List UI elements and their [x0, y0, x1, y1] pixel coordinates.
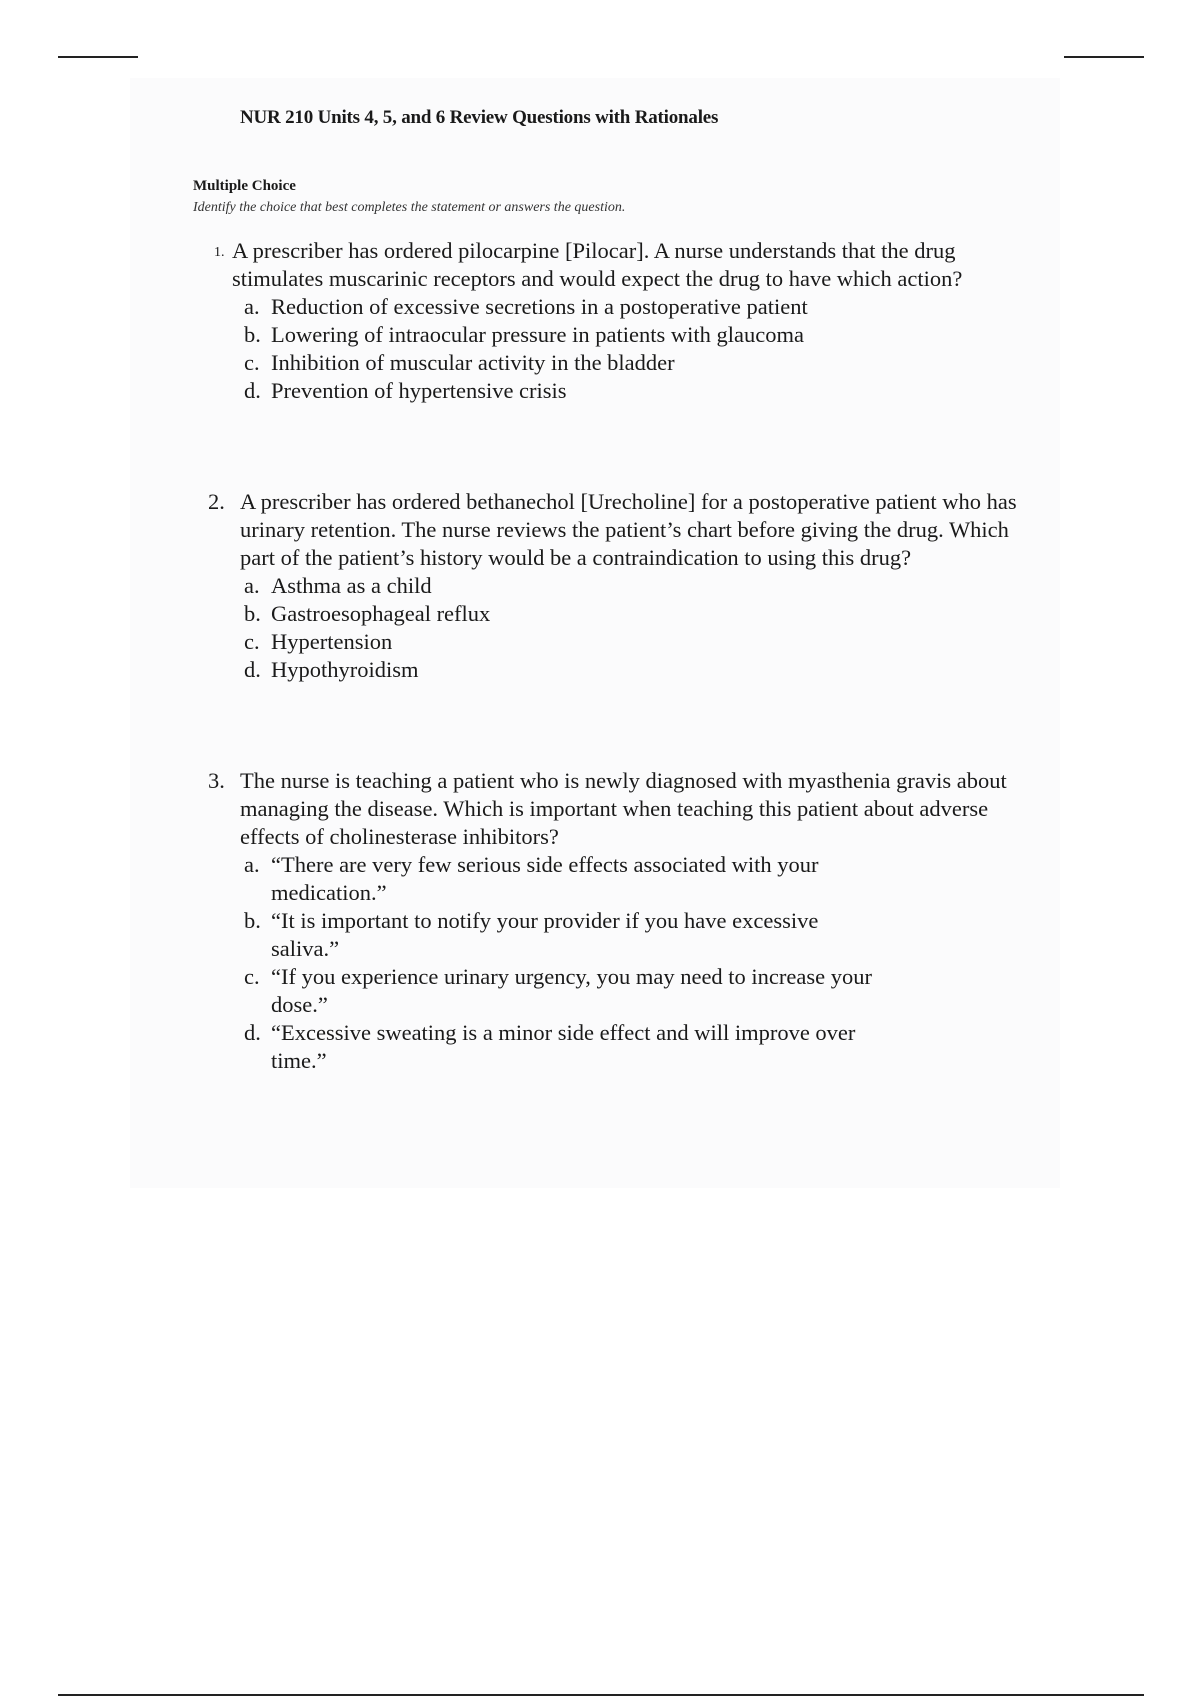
question-3: [200, 767, 1020, 1075]
option-c[interactable]: [200, 963, 1020, 1019]
option-b[interactable]: [200, 907, 1020, 963]
options-list: [200, 293, 1020, 405]
question-text: The nurse is teaching a patient who is newly diagnosed with myasthenia gravis about managing the disease. Which is important when teaching this patient about adverse effects of cholinesterase inhibitors?: [240, 768, 1007, 849]
question-number: 1.: [214, 245, 225, 260]
option-a[interactable]: [200, 572, 1020, 600]
question-text: A prescriber has ordered pilocarpine [Pilocar]. A nurse understands that the drug stimulates muscarinic receptors and would expect the drug to have which action?: [232, 238, 963, 291]
option-letter: b.: [244, 908, 261, 933]
option-b[interactable]: [200, 321, 1020, 349]
option-text: Asthma as a child: [271, 573, 432, 598]
question-stem: [200, 488, 1020, 572]
option-text: Inhibition of muscular activity in the bladder: [271, 350, 675, 375]
option-a[interactable]: [200, 293, 1020, 321]
option-text: Hypertension: [271, 629, 393, 654]
question-number: 2.: [208, 489, 225, 514]
option-letter: b.: [244, 601, 261, 626]
option-text: Reduction of excessive secretions in a postoperative patient: [271, 294, 808, 319]
option-text: “Excessive sweating is a minor side effect and will improve over time.”: [271, 1020, 856, 1073]
top-left-rule: [58, 56, 138, 58]
option-text: Prevention of hypertensive crisis: [271, 378, 567, 403]
question-stem: [200, 767, 1020, 851]
options-list: [200, 572, 1020, 684]
question-stem: [200, 237, 1020, 293]
bottom-rule: [58, 1694, 1144, 1696]
option-text: “If you experience urinary urgency, you may need to increase your dose.”: [271, 964, 872, 1017]
option-letter: b.: [244, 322, 261, 347]
option-letter: a.: [244, 573, 260, 598]
option-text: “It is important to notify your provider if you have excessive saliva.”: [271, 908, 819, 961]
instructions: Identify the choice that best completes the statement or answers the question.: [193, 200, 626, 215]
option-a[interactable]: [200, 851, 1020, 907]
option-letter: d.: [244, 378, 261, 403]
option-letter: c.: [244, 629, 260, 654]
section-heading: Multiple Choice: [193, 178, 296, 194]
options-list: [200, 851, 1020, 1075]
option-letter: d.: [244, 657, 261, 682]
question-1: [200, 237, 1020, 405]
option-d[interactable]: [200, 656, 1020, 684]
option-c[interactable]: [200, 349, 1020, 377]
document-title: NUR 210 Units 4, 5, and 6 Review Questions with Rationales: [240, 107, 719, 128]
option-text: Hypothyroidism: [271, 657, 419, 682]
option-text: Gastroesophageal reflux: [271, 601, 491, 626]
option-letter: c.: [244, 350, 260, 375]
option-letter: d.: [244, 1020, 261, 1045]
option-text: Lowering of intraocular pressure in patients with glaucoma: [271, 322, 804, 347]
option-d[interactable]: [200, 377, 1020, 405]
option-c[interactable]: [200, 628, 1020, 656]
top-right-rule: [1064, 56, 1144, 58]
option-letter: a.: [244, 294, 260, 319]
option-d[interactable]: [200, 1019, 1020, 1075]
option-text: “There are very few serious side effects associated with your medication.”: [271, 852, 819, 905]
option-letter: a.: [244, 852, 260, 877]
question-2: [200, 488, 1020, 684]
question-text: A prescriber has ordered bethanechol [Urecholine] for a postoperative patient who has urinary retention. The nurse reviews the patient’s chart before giving the drug. Which part of the patient’s history would be a contraindication to using this drug?: [240, 489, 1017, 570]
option-letter: c.: [244, 964, 260, 989]
option-b[interactable]: [200, 600, 1020, 628]
question-number: 3.: [208, 768, 225, 793]
